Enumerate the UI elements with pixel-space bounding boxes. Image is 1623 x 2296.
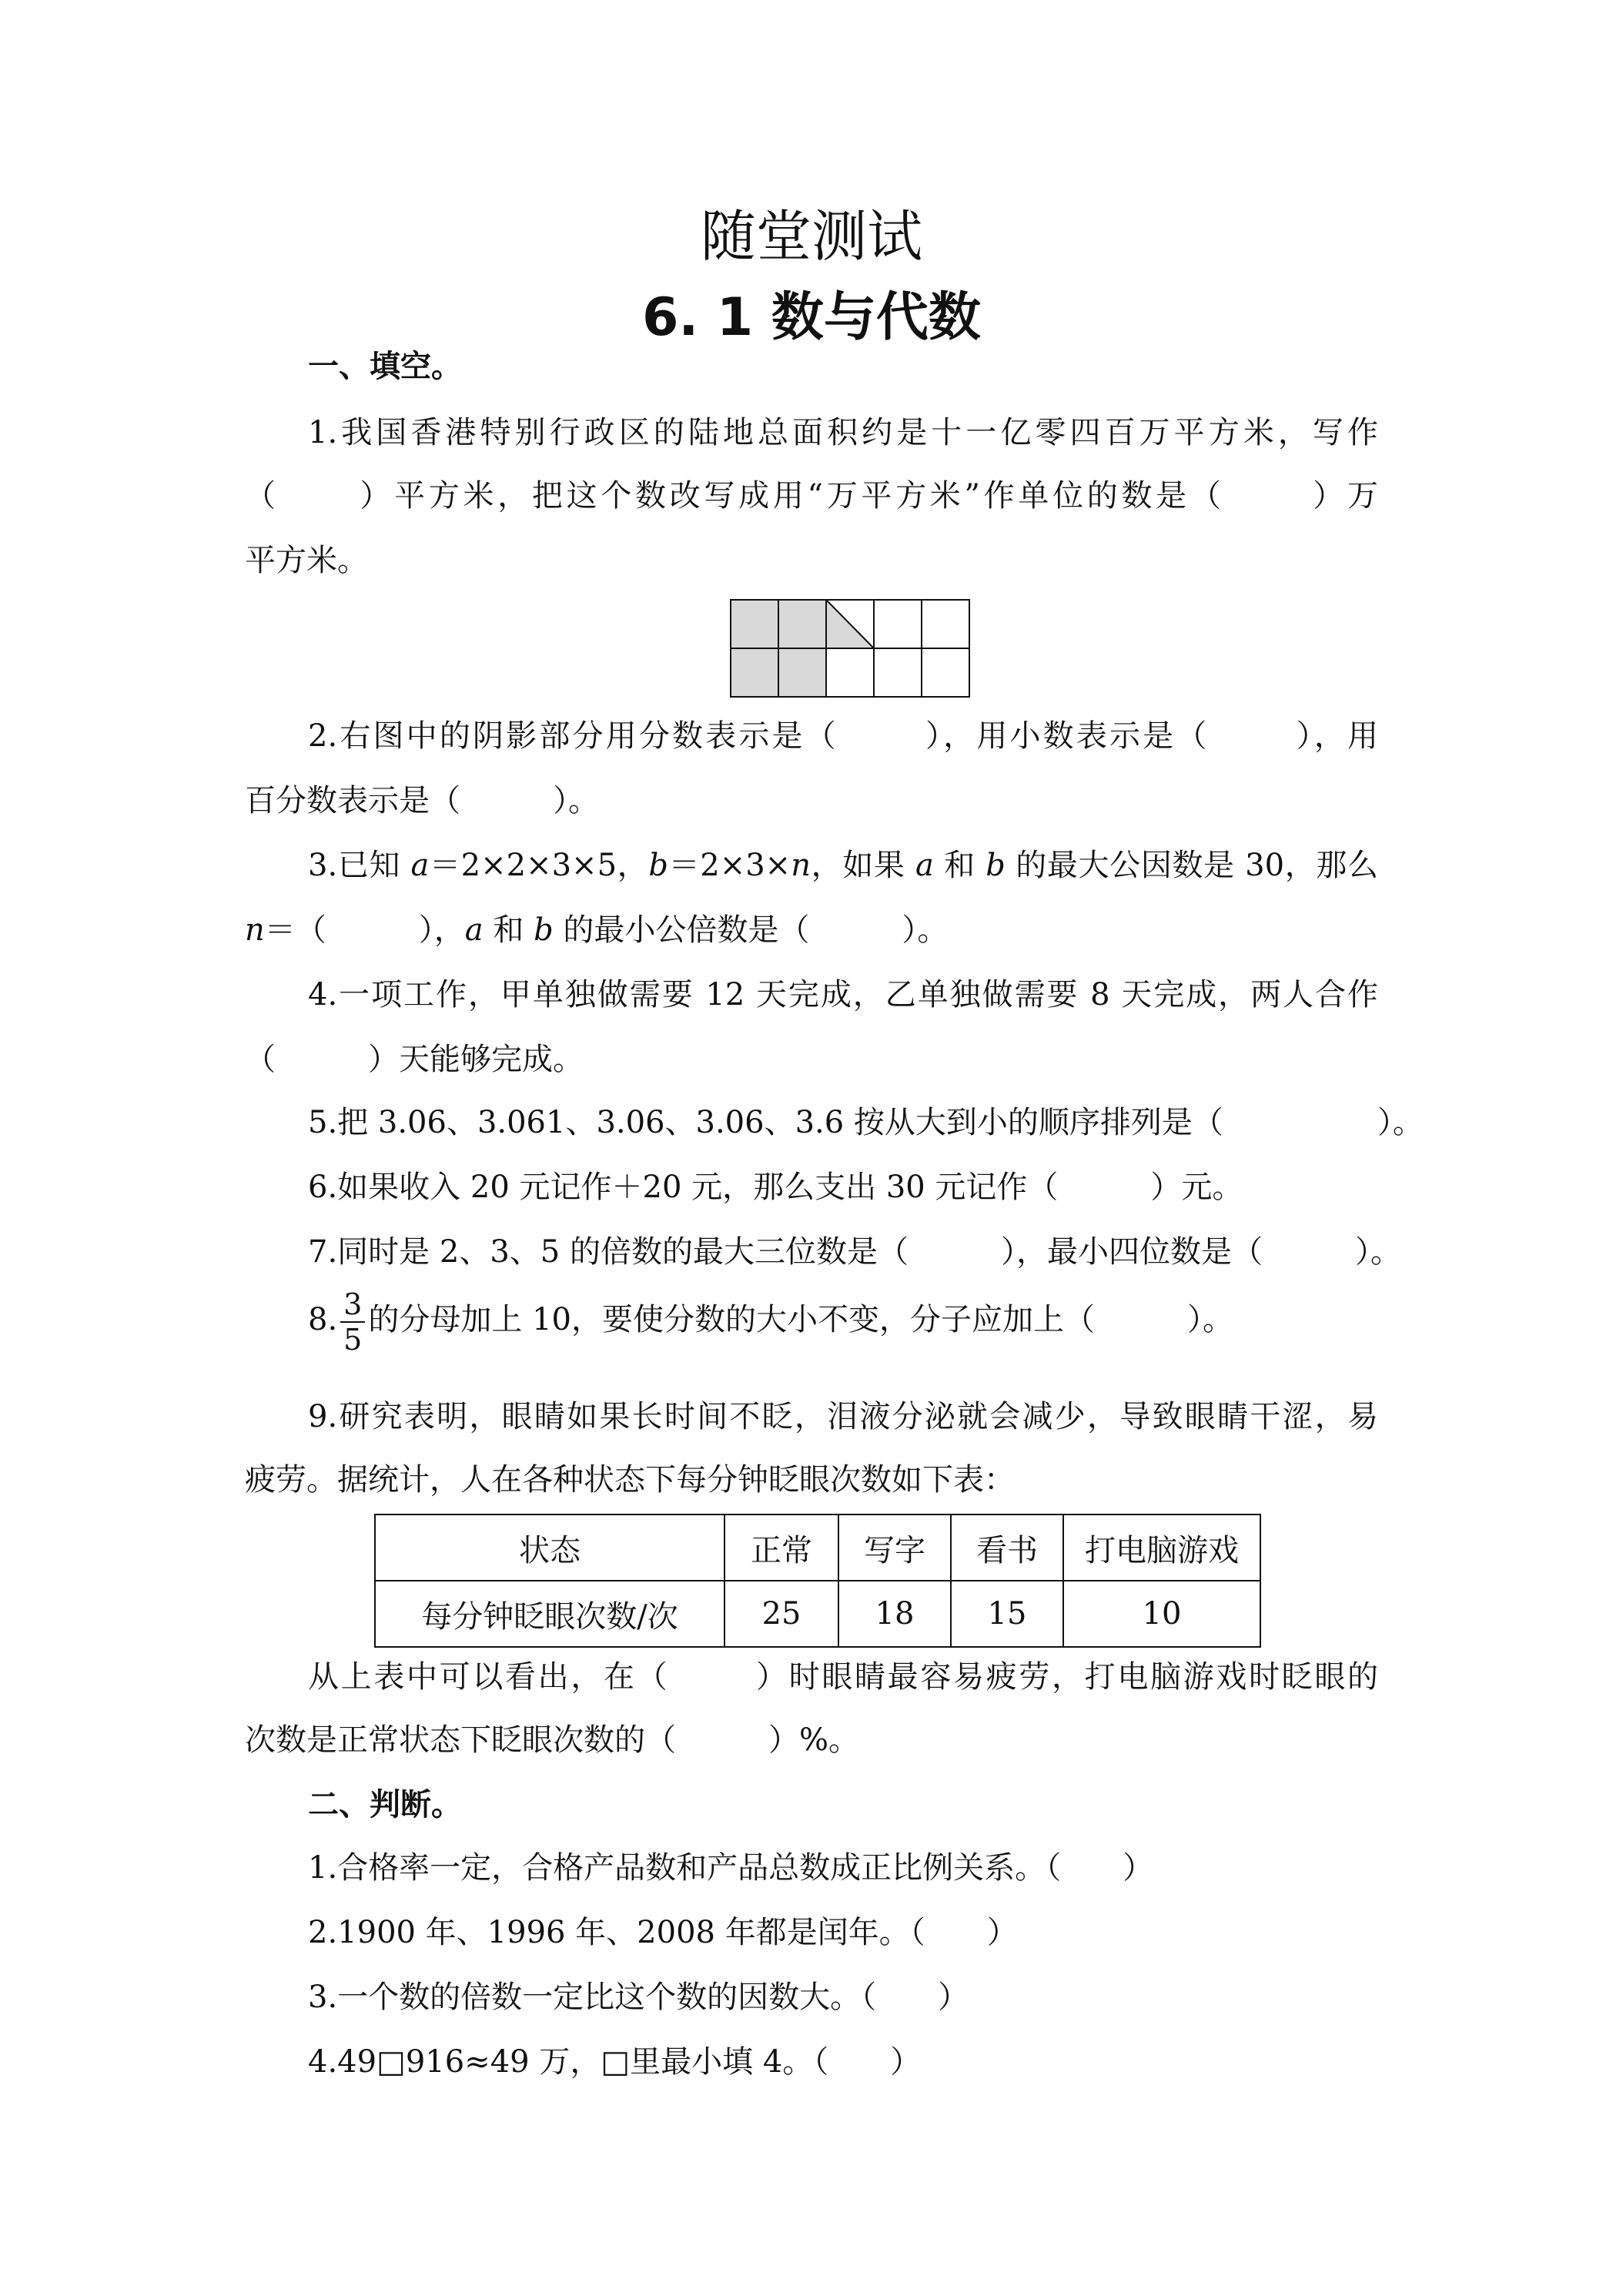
- judge-item-2: 2.1900 年、1996 年、2008 年都是闰年。（ ）: [308, 1915, 1018, 1950]
- q6-line: 6.如果收入 20 元记作＋20 元，那么支出 30 元记作（ ）元。: [308, 1170, 1243, 1205]
- q3-line2: n＝（ ），a 和 b 的最小公倍数是（ ）。: [245, 912, 949, 948]
- q8-line: 8. $\frac{3}{5}$ 的分母加上 10，要使分数的大小不变，分子应加上（ ）。: [308, 1287, 1233, 1357]
- table-cell: 10: [1063, 1581, 1260, 1647]
- q7-line: 7.同时是 2、3、5 的倍数的最大三位数是（ ），最小四位数是（ ）。: [308, 1234, 1401, 1270]
- table-cell: 18: [838, 1581, 951, 1647]
- table-row: [375, 1581, 1260, 1647]
- q3-line1: 3.已知 a＝2×2×3×5，b＝2×3×n，如果 a 和 b 的最大公因数是 30，那么: [308, 848, 1379, 883]
- section-heading-true-false: 二、判断。: [308, 1787, 462, 1822]
- table-row: [375, 1514, 1260, 1581]
- fraction-three-fifths: $\frac{3}{5}$: [340, 1287, 365, 1357]
- q9-line4: 次数是正常状态下眨眼次数的（ ）%。: [245, 1722, 860, 1758]
- q2-line2: 百分数表示是（ ）。: [245, 783, 599, 818]
- judge-item-4: 4.49□916≈49 万，□里最小填 4。（ ）: [308, 2044, 922, 2080]
- q9-line3: 从上表中可以看出，在（ ）时眼睛最容易疲劳，打电脑游戏时眨眼的: [308, 1659, 1379, 1695]
- q5-line: 5.把 3.06、3.061、3.06、3.06、3.6 按从大到小的顺序排列是（ ）。: [308, 1105, 1424, 1140]
- q9-line1: 9.研究表明，眼睛如果长时间不眨，泪液分泌就会减少，导致眼睛干涩，易: [308, 1399, 1378, 1434]
- q9-line2: 疲劳。据统计，人在各种状态下每分钟眨眼次数如下表：: [245, 1462, 1015, 1498]
- grid-cell-shaded: [731, 600, 778, 648]
- q1-line3: 平方米。: [245, 543, 368, 578]
- section-heading-fill-in: 一、填空。: [308, 349, 462, 384]
- table-header-cell: 看书: [951, 1514, 1063, 1581]
- page-title: 随堂测试: [700, 204, 922, 269]
- grid-cell-shaded: [778, 648, 826, 697]
- table-header-cell: 状态: [375, 1514, 724, 1581]
- table-header-cell: 正常: [724, 1514, 838, 1581]
- table-header-cell: 打电脑游戏: [1063, 1514, 1260, 1581]
- q4-line1: 4.一项工作，甲单独做需要 12 天完成，乙单独做需要 8 天完成，两人合作: [308, 977, 1378, 1012]
- table-cell: 每分钟眨眼次数/次: [375, 1581, 724, 1647]
- page-subtitle: 6. 1 数与代数: [642, 287, 981, 348]
- q4-line2: （ ）天能够完成。: [245, 1042, 584, 1077]
- q2-line1: 2.右图中的阴影部分用分数表示是（ ），用小数表示是（ ），用: [308, 718, 1378, 754]
- shaded-grid-figure: [730, 599, 970, 698]
- judge-item-1: 1.合格率一定，合格产品数和产品总数成正比例关系。（ ）: [308, 1850, 1154, 1886]
- table-header-cell: 写字: [838, 1514, 951, 1581]
- judge-item-3: 3.一个数的倍数一定比这个数的因数大。（ ）: [308, 1980, 969, 2015]
- table-cell: 15: [951, 1581, 1063, 1647]
- q1-line2: （ ）平方米，把这个数改写成用“万平方米”作单位的数是（ ）万: [245, 478, 1378, 514]
- grid-cell-shaded: [731, 648, 778, 697]
- grid-cell-shaded: [778, 600, 826, 648]
- table-cell: 25: [724, 1581, 838, 1647]
- blink-rate-table: [374, 1514, 1261, 1648]
- q1-line1: 1.我国香港特别行政区的陆地总面积约是十一亿零四百万平方米，写作: [308, 415, 1378, 450]
